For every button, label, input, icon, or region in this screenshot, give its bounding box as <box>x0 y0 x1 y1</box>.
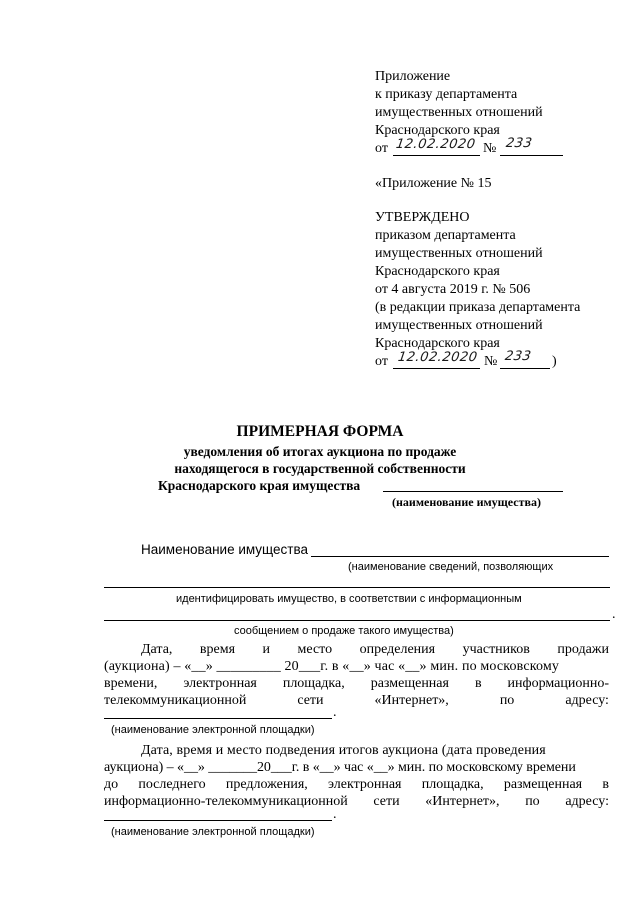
appendix-15-label: «Приложение № 15 <box>375 176 492 191</box>
approved-line: имущественных отношений <box>375 246 543 261</box>
order-date-handwritten: 12.02.2020 <box>394 137 477 152</box>
order-number-handwritten: 233 <box>504 136 534 151</box>
word: информационно- <box>507 676 609 691</box>
appendix-line: к приказу департамента <box>375 87 518 102</box>
approved-line: Краснодарского края <box>375 264 500 279</box>
paragraph-1-dot: . <box>333 705 337 720</box>
word: информационно-телекоммуникационной <box>104 794 348 809</box>
approved-close-paren: ) <box>552 354 557 369</box>
approved-line: имущественных отношений <box>375 318 543 333</box>
word: участников <box>462 642 530 657</box>
paragraph-2-line <box>104 776 609 793</box>
approved-number-line <box>500 368 550 369</box>
approved-date-line <box>393 368 480 369</box>
property-field-line <box>311 556 609 557</box>
word: сети <box>373 794 400 809</box>
word: место <box>297 642 333 657</box>
word: времени, <box>104 676 158 691</box>
property-field-line <box>104 587 610 588</box>
order-number-line <box>500 155 563 156</box>
paragraph-1-line: (аукциона) – «__» _________ 20___г. в «__» час «__» мин. по московскому <box>104 659 559 674</box>
word: адресу: <box>565 794 609 809</box>
approved-number-sign: № <box>484 354 498 369</box>
word: «Интернет», <box>425 794 500 809</box>
word: по <box>525 794 540 809</box>
approved-from-prefix: от <box>375 354 388 369</box>
word: сети <box>297 693 324 708</box>
word: адресу: <box>565 693 609 708</box>
paragraph-2-line: Дата, время и место подведения итогов аукциона (дата проведения <box>141 743 546 758</box>
approved-number-handwritten: 233 <box>503 349 533 364</box>
form-subtitle: Краснодарского края имущества <box>158 478 361 493</box>
word: последнего <box>138 777 206 792</box>
order-from-prefix: от <box>375 141 388 156</box>
approved-line: от 4 августа 2019 г. № 506 <box>375 282 531 297</box>
word: телекоммуникационной <box>104 693 247 708</box>
platform-hint: (наименование электронной площадки) <box>111 826 315 838</box>
property-label: Наименование имущества <box>141 542 308 557</box>
paragraph-2-line: аукциона) – «__» _______20___г. в «__» час «__» мин. по московскому времени <box>104 760 576 775</box>
word: размещенная <box>370 676 449 691</box>
platform-hint: (наименование электронной площадки) <box>111 724 315 736</box>
form-title: ПРИМЕРНАЯ ФОРМА <box>236 423 404 440</box>
paragraph-2-dot: . <box>333 807 337 822</box>
appendix-line: Приложение <box>375 69 451 84</box>
property-hint: сообщением о продаже такого имущества) <box>234 625 454 637</box>
paragraph-1-line <box>104 692 609 709</box>
paragraph-2-line <box>104 793 609 810</box>
appendix-line: имущественных отношений <box>375 105 543 120</box>
approved-line: Краснодарского края <box>375 336 500 351</box>
paragraph-1-line <box>104 675 609 692</box>
word: определения <box>359 642 436 657</box>
approved-title: УТВЕРЖДЕНО <box>375 210 470 225</box>
order-number-sign: № <box>483 141 497 156</box>
form-subtitle: находящегося в государственной собственности <box>174 461 466 476</box>
word: время <box>199 642 236 657</box>
appendix-line: Краснодарского края <box>375 123 500 138</box>
platform-field-line <box>104 820 332 821</box>
approved-date-handwritten: 12.02.2020 <box>396 350 479 365</box>
word: предложения, <box>225 777 308 792</box>
property-field-line <box>104 620 610 621</box>
property-name-hint: (наименование имущества) <box>392 495 541 509</box>
property-dot: . <box>612 607 616 622</box>
property-hint: (наименование сведений, позволяющих <box>348 561 554 573</box>
word: продажи <box>557 642 609 657</box>
word: «Интернет», <box>374 693 449 708</box>
word: электронная <box>183 676 257 691</box>
word: площадка, <box>282 676 345 691</box>
property-hint: идентифицировать имущество, в соответствии с информационным <box>176 593 522 605</box>
property-name-line <box>383 491 563 492</box>
word: и <box>262 642 271 657</box>
platform-field-line <box>104 718 332 719</box>
word: Дата, <box>141 642 173 657</box>
approved-line: (в редакции приказа департамента <box>375 300 581 315</box>
word: в <box>602 777 609 792</box>
approved-line: приказом департамента <box>375 228 516 243</box>
word: в <box>474 676 482 691</box>
form-subtitle: уведомления об итогах аукциона по продаже <box>183 444 457 459</box>
word: до <box>104 777 119 792</box>
word: площадка, <box>421 777 484 792</box>
paragraph-1-line <box>141 641 609 658</box>
order-date-line <box>393 155 480 156</box>
word: электронная <box>328 777 402 792</box>
word: по <box>499 693 515 708</box>
word: размещенная <box>503 777 583 792</box>
